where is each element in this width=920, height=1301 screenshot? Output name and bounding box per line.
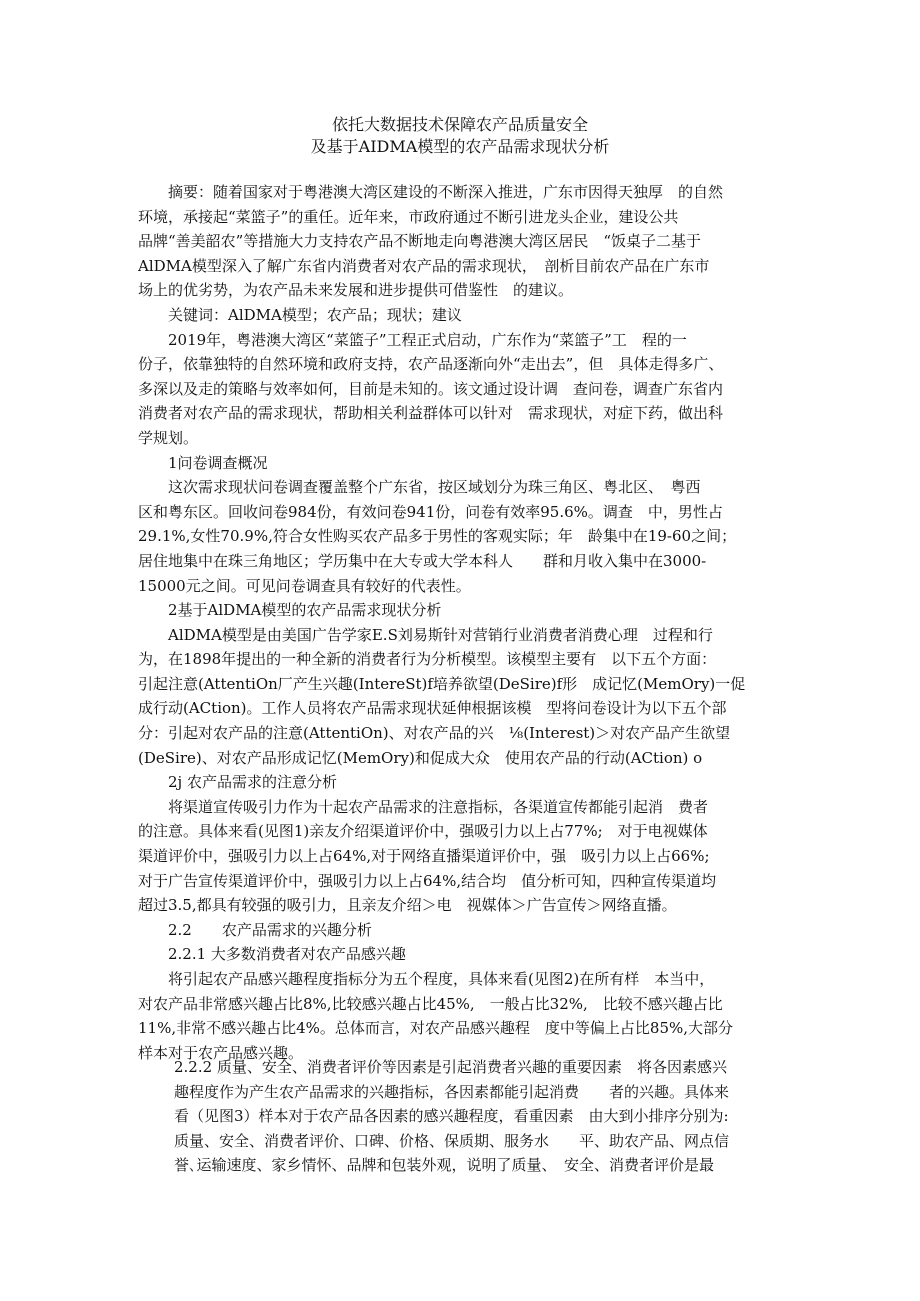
text-line: 2.2.2 质量、安全、消费者评价等因素是引起消费者兴趣的重要因素 将各因素感兴 bbox=[174, 1058, 727, 1076]
text-line: 学规划。 bbox=[138, 428, 199, 447]
text-line: 环境，承接起“菜篮子”的重任。近年来，市政府通过不断引进龙头企业，建设公共 bbox=[138, 207, 679, 226]
text-line: 将引起农产品感兴趣程度指标分为五个程度，具体来看(见图2)在所有样 本当中， bbox=[168, 970, 715, 988]
text-line: 多深以及走的策略与效率如何，目前是未知的。该文通过设计调 查问卷，调查广东省内 bbox=[138, 379, 724, 398]
text-line: 对于广告宣传渠道评价中，强吸引力以上占64%,结合均 值分析可知，四种宣传渠道均 bbox=[138, 871, 717, 890]
text-line: 消费者对农产品的需求现状，帮助相关利益群体可以针对 需求现状，对症下药，做出科 bbox=[138, 404, 724, 423]
text-line: AlDMA模型是由美国广告学家E.S刘易斯针对营销行业消费者消费心理 过程和行 bbox=[168, 625, 713, 644]
text-line: 分：引起对农产品的注意(AttentiOn)、对农产品的兴 ⅛(Interest)＞对农产品产生欲望 bbox=[138, 724, 731, 743]
text-line: 的注意。具体来看(见图1)亲友介绍渠道评价中，强吸引力以上占77%; 对于电视媒体 bbox=[138, 822, 708, 841]
text-line: 品牌“善美韶农”等措施大力支持农产品不断地走向粤港澳大湾区居民 “饭桌子二基于 bbox=[138, 232, 702, 251]
text-line: 质量、安全、消费者评价、口碑、价格、保质期、服务水 平、助农产品、网点信 bbox=[174, 1131, 730, 1150]
text-line: 居住地集中在珠三角地区；学历集中在大专或大学本科人 群和月收入集中在3000- bbox=[138, 551, 707, 570]
text-line: 对农产品非常感兴趣占比8%,比较感兴趣占比45%, 一般占比32%, 比较不感兴趣占比 bbox=[138, 994, 723, 1013]
text-line: 看（见图3）样本对于农产品各因素的感兴趣程度，看重因素 由大到小排序分别为: bbox=[174, 1107, 729, 1126]
text-line: AlDMA模型深入了解广东省内消费者对农产品的需求现状， 剖析目前农产品在广东市 bbox=[138, 256, 710, 275]
text-line: 摘要：随着国家对于粤港澳大湾区建设的不断深入推进，广东市因得天独厚 的自然 bbox=[168, 183, 724, 201]
text-line: 2j 农产品需求的注意分析 bbox=[168, 773, 337, 792]
text-line: 11%,非常不感兴趣占比4%。总体而言，对农产品感兴趣程 度中等偏上占比85%,大部分 bbox=[138, 1019, 734, 1038]
title-line-1: 依托大数据技术保障农产品质量安全 bbox=[331, 115, 588, 134]
text-line: 这次需求现状问卷调查覆盖整个广东省，按区域划分为珠三角区、粤北区、 粤西 bbox=[168, 478, 701, 497]
text-line: 趣程度作为产生农产品需求的兴趣指标，各因素都能引起消费 者的兴趣。具体来 bbox=[174, 1082, 730, 1101]
text-line: 份子，依靠独特的自然环境和政府支持，农产品逐渐向外“走出去”，但 具体走得多广、 bbox=[138, 355, 724, 374]
text-line: 2019年，粤港澳大湾区“菜篮子”工程正式启动，广东作为“菜篮子”工 程的一 bbox=[168, 330, 687, 349]
text-line: 渠道评价中，强吸引力以上占64%,对于网络直播渠道评价中，强 吸引力以上占66%; bbox=[138, 847, 710, 866]
text-line: 关键词：AlDMA模型；农产品；现状；建议 bbox=[168, 305, 462, 324]
text-line: 场上的优劣势，为农产品未来发展和进步提供可借鉴性 的建议。 bbox=[138, 281, 574, 300]
text-line: 为，在1898年提出的一种全新的消费者行为分析模型。该模型主要有 以下五个方面： bbox=[138, 650, 717, 669]
text-line: 区和粤东区。回收问卷984份，有效问卷941份，问卷有效率95.6%。调查 中，男性占 bbox=[138, 502, 723, 521]
text-line: 样本对于农产品感兴趣。 bbox=[138, 1043, 304, 1062]
text-line: 1问卷调查概况 bbox=[168, 453, 268, 472]
text-line: 誉､运输速度、家乡情怀、品牌和包装外观，说明了质量、 安全、消费者评价是最 bbox=[174, 1156, 715, 1175]
body-text-indented-section bbox=[174, 1055, 786, 1178]
text-line: 将渠道宣传吸引力作为十起农产品需求的注意指标，各渠道宣传都能引起消 费者 bbox=[168, 797, 709, 816]
text-line: 2基于AlDMA模型的农产品需求现状分析 bbox=[168, 601, 442, 620]
text-line: 2.2 农产品需求的兴趣分析 bbox=[168, 920, 372, 939]
text-line: 成行动(ACtion)。工作人员将农产品需求现状延伸根据该模 型将问卷设计为以下五个部 bbox=[138, 699, 727, 718]
text-line: 29.1%,女性70.9%,符合女性购买农产品多于男性的客观实际；年 龄集中在19-60之间； bbox=[138, 527, 737, 546]
text-line: 引起注意(AttentiOn厂产生兴趣(IntereSt)f培养欲望(DeSire)f形 成记忆(MemOry)一促 bbox=[138, 674, 746, 693]
text-line: (DeSire)、对农产品形成记忆(MemOry)和促成大众 使用农产品的行动(ACtion) o bbox=[138, 748, 703, 767]
text-line: 15000元之间。可见问卷调查具有较好的代表性。 bbox=[138, 576, 471, 595]
title-line-2: 及基于AIDMA模型的农产品需求现状分析 bbox=[310, 137, 610, 156]
body-text-main bbox=[138, 180, 786, 1065]
text-line: 2.2.1 大多数消费者对农产品感兴趣 bbox=[168, 945, 406, 964]
text-line: 超过3.5,都具有较强的吸引力，且亲友介绍＞电 视媒体＞广告宣传＞网络直播。 bbox=[138, 896, 677, 915]
